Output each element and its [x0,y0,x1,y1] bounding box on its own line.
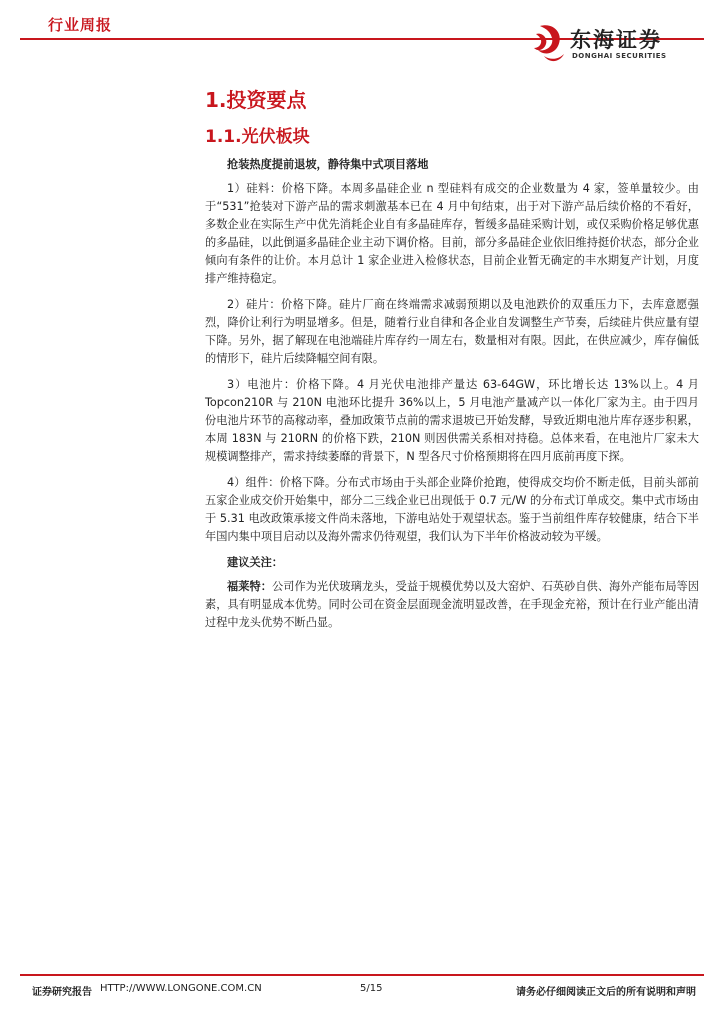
donghai-logo-icon [532,20,568,66]
footer-disclaimer: 请务必仔细阅读正文后的所有说明和声明 [516,987,696,998]
section-heading: 1.投资要点 [205,88,307,112]
article-body [205,156,699,640]
page-number: 5/15 [360,983,383,994]
company-logo [532,20,702,70]
company-description: 公司作为光伏玻璃龙头，受益于规模优势以及大窑炉、石英砂自供、海外产能布局等因素，具有明显成本优势。同时公司在资金层面现金流明显改善，在手现金充裕，预计在行业产能出清过程中龙头优势不断凸显。 [205,580,699,629]
lead-heading: 抢装热度提前退坡，静待集中式项目落地 [227,158,429,171]
paragraph-company [205,578,699,632]
logo-chinese-text: 东海证券 [570,27,662,52]
subsection-heading: 1.1.光伏板块 [205,127,310,147]
logo-english-text: DONGHAI SECURITIES [572,52,667,60]
report-type-label: 行业周报 [48,16,113,34]
paragraph-wafer: 2）硅片：价格下降。硅片厂商在终端需求减弱预期以及电池跌价的双重压力下，去库意愿强烈，降价让利行为明显增多。但是，随着行业自律和各企业自发调整生产节奏，后续硅片供应量有望下降。另外，据了解现在电池端硅片库存约一周左右，数量相对有限。因此，在供应减少，库存偏低的情形下，硅片后续降幅空间有限。 [205,298,699,365]
suggestion-heading: 建议关注： [227,556,283,569]
paragraph-polysilicon: 1）硅料：价格下降。本周多晶硅企业 n 型硅料有成交的企业数量为 4 家，签单量较少。由于“531”抢装对下游产品的需求刺激基本已在 4 月中旬结束，出于对下游产品后续价格的不看好，多数企业在实际生产中优先消耗企业自有多晶硅库存，暂缓多晶硅采购计划，或仅采购价格足够优惠的多晶硅，以此倒逼多晶硅企业主动下调价格。目前，部分多晶硅企业依旧维持挺价状态，部分企业倾向有条件的让价。本月总计 1 家企业进入检修状态，目前企业暂无确定的丰水期复产计划，月度排产维持稳定。 [205,182,699,285]
footer-website-link[interactable]: HTTP://WWW.LONGONE.COM.CN [100,983,262,994]
paragraph-module: 4）组件：价格下降。分布式市场由于头部企业降价抢跑，使得成交均价不断走低，目前头部前五家企业成交价开始集中，部分二三线企业已出现低于 0.7 元/W 的分布式订单成交。集中式市场由于 5.31 电改政策承接文件尚未落地，下游电站处于观望状态。鉴于当前组件库存较健康，结合下半年国内集中项目启动以及海外需求仍待观望，我们认为下半年价格波动较为平缓。 [205,476,699,543]
paragraph-cell: 3）电池片：价格下降。4 月光伏电池排产量达 63-64GW，环比增长达 13%以上。4 月 Topcon210R 与 210N 电池环比提升 36%以上，5 月电池产量减产以一体化厂家为主。由于四月份电池片环节的高稼动率，叠加政策节点前的需求退坡已开始发酵，导致近期电池片库存逐步积累，本周 183N 与 210RN 的价格下跌，210N 则因供需关系相对持稳。总体来看，在电池片厂家未大规模调整排产，需求持续萎靡的背景下，N 型各尺寸价格预期将在四月底前再度下探。 [205,378,699,463]
footer-divider [20,974,704,976]
company-name: 福莱特： [227,580,272,593]
footer-report-label: 证券研究报告 [32,987,92,998]
